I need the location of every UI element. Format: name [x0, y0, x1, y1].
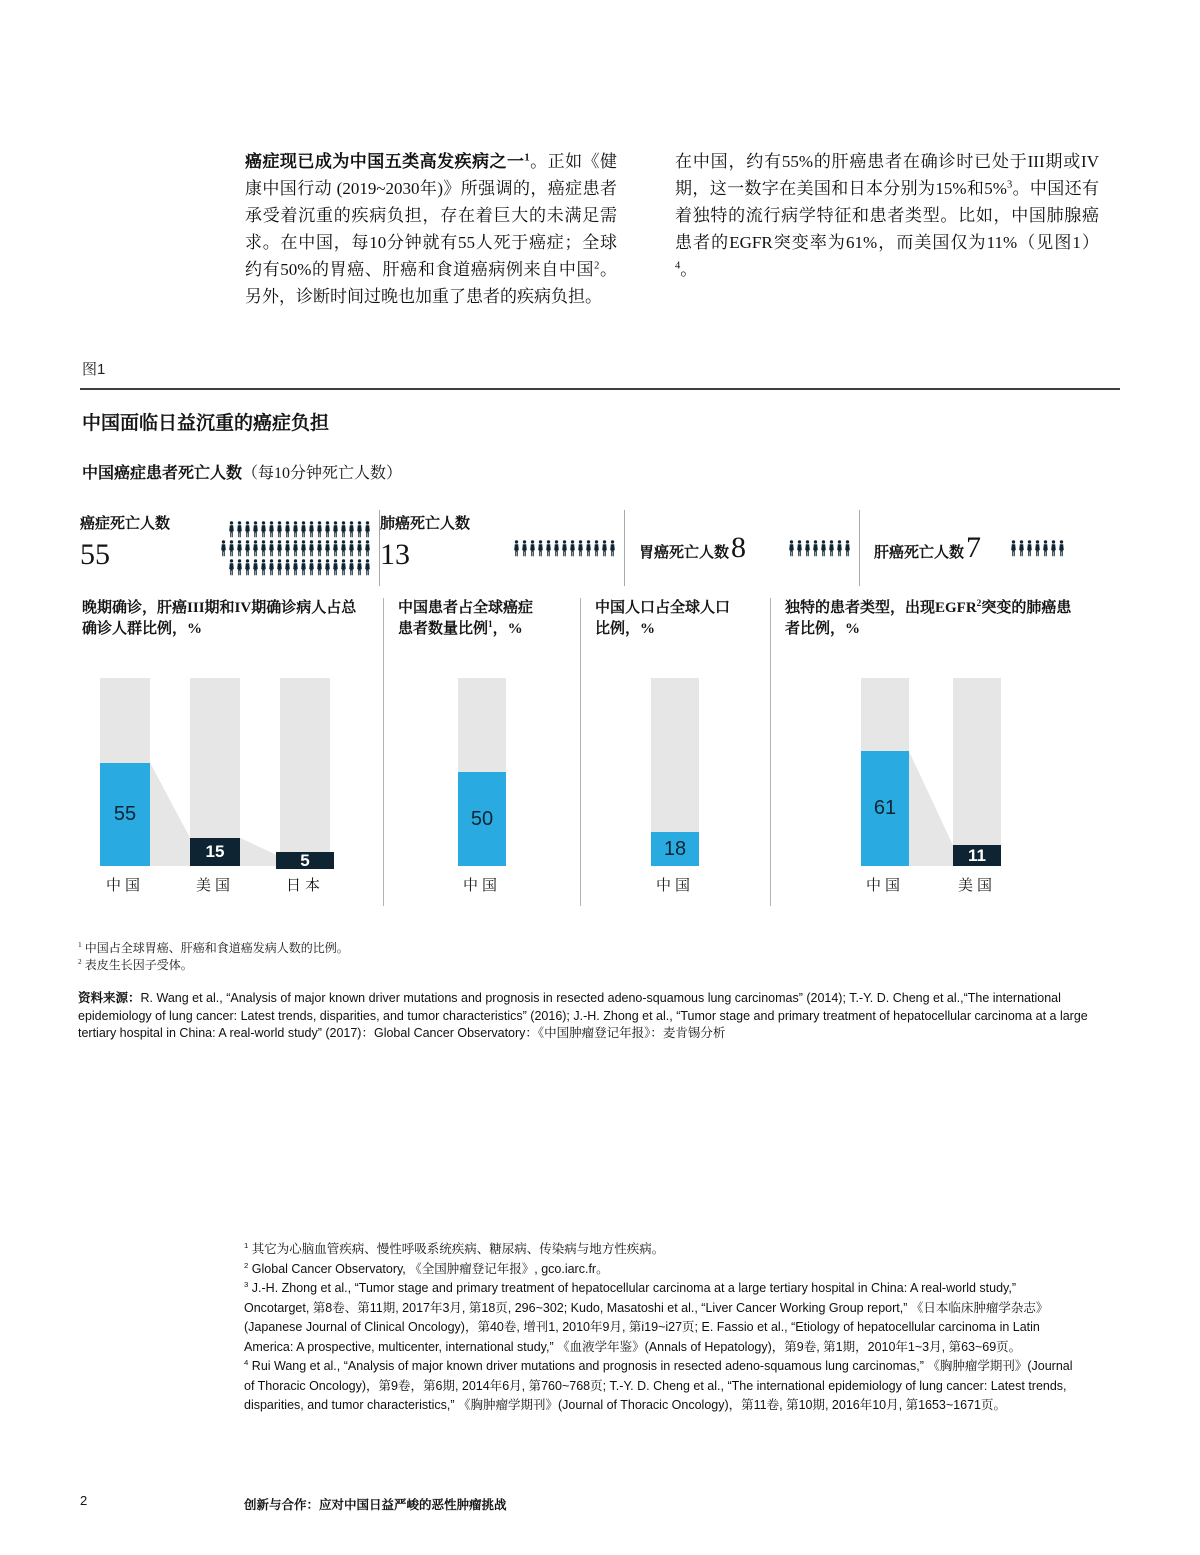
person-icon — [1034, 540, 1041, 557]
category-label: 中国 — [105, 878, 144, 894]
footnote-text: J.-H. Zhong et al., “Tumor stage and primary treatment of hepatocellular carcinoma at a large tertiary hospital in China: A real-world study,” Oncotarget, 第8卷、第11期, 2017年3月, 第18页, 296~302; Kudo, Masatoshi et al., “Liver Cancer Working Group report,” 《日本临床肿瘤学杂志》(Japanese Journal of Clinical Oncology)，第40卷, 增刊1, 2010年9月, 第i19~i27页; E. Fassio et al., “Etiology of hepatocellular carcinoma in Latin America: A prospective, multicenter, international study,” 《血液学年鉴》(Annals of Hepatology)，第9卷, 第1期，2010年1~3月, 第63~69页。 — [244, 1281, 1049, 1354]
person-icon — [364, 521, 371, 538]
footnote-text: Global Cancer Observatory, 《全国肿瘤登记年报》, gco.iarc.fr。 — [248, 1261, 609, 1276]
person-icon — [844, 540, 851, 557]
value-bar — [861, 751, 909, 866]
person-icon — [340, 521, 347, 538]
footnote-number: 1 — [78, 940, 82, 949]
value-bar-dark — [276, 852, 334, 869]
person-icon — [364, 559, 371, 576]
person-icon — [1050, 540, 1057, 557]
person-icon — [316, 559, 323, 576]
chart-plot-area — [384, 678, 580, 894]
person-icon — [1042, 540, 1049, 557]
person-icon — [513, 540, 520, 557]
person-icon — [276, 540, 283, 557]
person-icon — [324, 521, 331, 538]
chart-plot-area — [80, 678, 383, 894]
person-icon — [244, 540, 251, 557]
person-icon — [332, 559, 339, 576]
connector-shape — [771, 678, 1121, 866]
figure-tag: 图1 — [82, 361, 106, 378]
person-icon — [1010, 540, 1017, 557]
endnote — [244, 1279, 1084, 1357]
person-icon — [804, 540, 811, 557]
person-icon — [1018, 540, 1025, 557]
person-icon — [244, 559, 251, 576]
category-label: 美国 — [195, 878, 234, 894]
person-icon — [356, 559, 363, 576]
figure-subtitle-note: （每10分钟死亡人数） — [242, 465, 403, 482]
person-icon — [356, 521, 363, 538]
chart-section-4 — [770, 598, 1120, 906]
footnote-number: 4 — [244, 1357, 249, 1367]
person-icon — [228, 521, 235, 538]
intro-paragraph-left: 癌症现已成为中国五类高发疾病之一$^1$。正如《健康中国行动 (2019~2030年)》所强调的，癌症患者承受着沉重的疾病负担，存在着巨大的未满足需求。在中国，每10分钟就有55人死于癌症；全球约有50%的胃癌、肝癌和食道癌病例来自中国$^2$。另外，诊断时间过晚也加重了患者的疾病负担。 — [245, 152, 618, 306]
person-icon — [300, 521, 307, 538]
person-icon — [356, 540, 363, 557]
footnote-number: 1 — [244, 1240, 249, 1250]
source-label: 资料来源： — [78, 991, 141, 1005]
footnote-text: 中国占全球胃癌、肝癌和食道癌发病人数的比例。 — [81, 941, 349, 955]
person-icon — [228, 540, 235, 557]
chart-section-1 — [80, 598, 383, 906]
person-icon — [236, 521, 243, 538]
person-icon — [812, 540, 819, 557]
source-text: R. Wang et al., “Analysis of major known driver mutations and prognosis in resected adeno-squamous lung carcinomas” (2014); T.-Y. D. Cheng et al.,“The international epidemiology of lung cancer: Latest trends, disparities, and tumor characteristics” (2016); J.-H. Zhong et al., “Tumor stage and primary treatment of hepatocellular carcinoma at a large tertiary hospital in China: A real-world study” (2017)：Global Cancer Observatory：《中国肿瘤登记年报》：麦肯锡分析 — [78, 991, 1088, 1040]
bar-value-label: 5 — [300, 850, 310, 870]
person-icon — [340, 540, 347, 557]
person-icon — [788, 540, 795, 557]
stat-value: 7 — [966, 531, 982, 564]
person-icon — [292, 559, 299, 576]
footer-report-title: 创新与合作：应对中国日益严峻的恶性肿瘤挑战 — [244, 1498, 507, 1512]
chart-title: 中国人口占全球人口比例，% — [595, 600, 731, 637]
person-icon — [820, 540, 827, 557]
endnote — [244, 1260, 1084, 1280]
person-icon — [300, 540, 307, 557]
figure-subtitle-bold: 中国癌症患者死亡人数 — [82, 465, 243, 482]
person-icon — [244, 521, 251, 538]
figure-footnote — [78, 940, 349, 957]
footnote-text: 表皮生长因子受体。 — [81, 958, 193, 972]
chart-title: 独特的患者类型，出现EGFR$^2$突变的肺癌患者比例，% — [785, 599, 1072, 637]
bar-charts-row — [80, 598, 1120, 906]
person-icon — [308, 521, 315, 538]
person-icon — [1026, 540, 1033, 557]
value-bar — [651, 832, 699, 866]
person-icon — [276, 521, 283, 538]
category-label: 中国 — [655, 878, 694, 894]
person-icon — [836, 540, 843, 557]
death-stats-row — [80, 510, 1120, 586]
person-icon — [1058, 540, 1065, 557]
person-icon — [252, 540, 259, 557]
category-label: 中国 — [865, 878, 904, 894]
stat-value: 8 — [731, 531, 747, 564]
person-icon — [260, 540, 267, 557]
person-icon — [308, 559, 315, 576]
pictogram-block — [1010, 540, 1120, 557]
value-bar-dark — [953, 845, 1001, 866]
pictogram-block — [220, 510, 379, 586]
chart-title: 晚期确诊，肝癌III期和IV期确诊病人占总确诊人群比例，% — [82, 600, 357, 637]
person-icon — [561, 540, 568, 557]
stat-cell-4 — [860, 510, 1120, 586]
person-icon — [284, 521, 291, 538]
stat-cell-1 — [80, 510, 380, 586]
person-icon — [332, 521, 339, 538]
figure-footnote — [78, 957, 349, 974]
endnote — [244, 1240, 1084, 1260]
page-number: 2 — [80, 1493, 88, 1508]
person-icon — [284, 559, 291, 576]
person-icon — [228, 559, 235, 576]
bar-value-label: 61 — [873, 797, 897, 820]
chart-plot-area — [581, 678, 770, 894]
stat-text — [860, 531, 981, 565]
person-icon — [236, 559, 243, 576]
footnote-number: 2 — [244, 1260, 249, 1270]
endnotes-block — [244, 1240, 1084, 1416]
person-icon — [537, 540, 544, 557]
source-note — [78, 990, 1124, 1043]
person-icon — [796, 540, 803, 557]
footnote-text: Rui Wang et al., “Analysis of major known driver mutations and prognosis in resected adeno-squamous lung carcinomas,” 《胸肿瘤学期刊》(Journal of Thoracic Oncology)，第9卷，第6期, 2014年6月, 第760~768页; T.-Y. D. Cheng et al., “The international epidemiology of lung cancer: Latest trends, disparities, and tumor characteristics,” 《胸肿瘤学期刊》(Journal of Thoracic Oncology)，第11卷, 第10期, 2016年10月, 第1653~1671页。 — [244, 1359, 1073, 1412]
figure-top-rule — [80, 388, 1120, 390]
pictogram-row — [220, 521, 371, 538]
person-icon — [276, 559, 283, 576]
stat-value: 55 — [80, 538, 110, 571]
person-icon — [308, 540, 315, 557]
person-icon — [268, 559, 275, 576]
bar-value-label: 11 — [968, 845, 986, 865]
person-icon — [252, 521, 259, 538]
person-icon — [585, 540, 592, 557]
bar-value-label: 18 — [663, 837, 687, 860]
pictogram-row — [1010, 540, 1065, 557]
person-icon — [220, 540, 227, 557]
person-icon — [569, 540, 576, 557]
person-icon — [332, 540, 339, 557]
footnote-text: 其它为心脑血管疾病、慢性呼吸系统疾病、糖尿病、传染病与地方性疾病。 — [248, 1242, 665, 1256]
figure-title: 中国面临日益沉重的癌症负担 — [82, 413, 330, 434]
pictogram-row — [788, 540, 851, 557]
stat-label: 癌症死亡人数 — [80, 516, 171, 532]
person-icon — [292, 521, 299, 538]
pictogram-block — [788, 540, 859, 557]
person-icon — [828, 540, 835, 557]
person-icon — [364, 540, 371, 557]
pictogram-row — [220, 540, 371, 557]
person-icon — [260, 521, 267, 538]
person-icon — [236, 540, 243, 557]
category-label: 美国 — [957, 878, 996, 894]
person-icon — [609, 540, 616, 557]
person-icon — [268, 521, 275, 538]
bar-value-label: 55 — [113, 802, 137, 825]
pictogram-row — [513, 540, 616, 557]
person-icon — [324, 559, 331, 576]
person-icon — [316, 540, 323, 557]
chart-plot-area — [771, 678, 1120, 894]
person-icon — [545, 540, 552, 557]
person-icon — [521, 540, 528, 557]
person-icon — [593, 540, 600, 557]
chart-section-2 — [383, 598, 580, 906]
stat-label: 胃癌死亡人数 — [639, 545, 730, 561]
bar-value-label: 15 — [205, 841, 225, 861]
person-icon — [292, 540, 299, 557]
stat-cell-2 — [380, 510, 625, 586]
person-icon — [324, 540, 331, 557]
person-icon — [268, 540, 275, 557]
person-icon — [260, 559, 267, 576]
bar-value-label: 50 — [470, 807, 494, 830]
category-label: 日本 — [285, 878, 324, 894]
intro-paragraph-right: 在中国，约有55%的肝癌患者在确诊时已处于III期或IV期，这一数字在美国和日本分别为15%和5%$^3$。中国还有着独特的流行病学特征和患者类型。比如，中国肺腺癌患者的EGFR突变率为61%，而美国仅为11%（见图1）$^4$。 — [675, 152, 1099, 279]
value-bar — [100, 763, 150, 866]
person-icon — [300, 559, 307, 576]
person-icon — [348, 521, 355, 538]
value-bar — [458, 772, 506, 866]
value-bar-dark — [190, 838, 240, 866]
person-icon — [348, 559, 355, 576]
person-icon — [348, 540, 355, 557]
stat-text — [625, 531, 746, 565]
person-icon — [284, 540, 291, 557]
stat-text — [380, 510, 470, 586]
category-label: 中国 — [462, 878, 501, 894]
person-icon — [252, 559, 259, 576]
endnote — [244, 1357, 1084, 1416]
pictogram-block — [513, 510, 624, 586]
person-icon — [316, 521, 323, 538]
person-icon — [577, 540, 584, 557]
bar-background — [953, 678, 1001, 866]
footnote-number: 3 — [244, 1279, 249, 1289]
footnote-number: 2 — [78, 957, 82, 966]
person-icon — [601, 540, 608, 557]
stat-value: 13 — [380, 538, 410, 571]
bar-background — [280, 678, 330, 866]
stat-label: 肺癌死亡人数 — [380, 516, 471, 532]
figure-subtitle — [82, 460, 402, 483]
person-icon — [340, 559, 347, 576]
figure-footnotes — [78, 940, 349, 974]
stat-cell-3 — [625, 510, 860, 586]
pictogram-row — [220, 559, 371, 576]
stat-label: 肝癌死亡人数 — [874, 545, 965, 561]
chart-section-3 — [580, 598, 770, 906]
person-icon — [553, 540, 560, 557]
chart-title: 中国患者占全球癌症患者数量比例$^1$，% — [398, 600, 534, 637]
person-icon — [529, 540, 536, 557]
stat-text — [80, 510, 170, 586]
